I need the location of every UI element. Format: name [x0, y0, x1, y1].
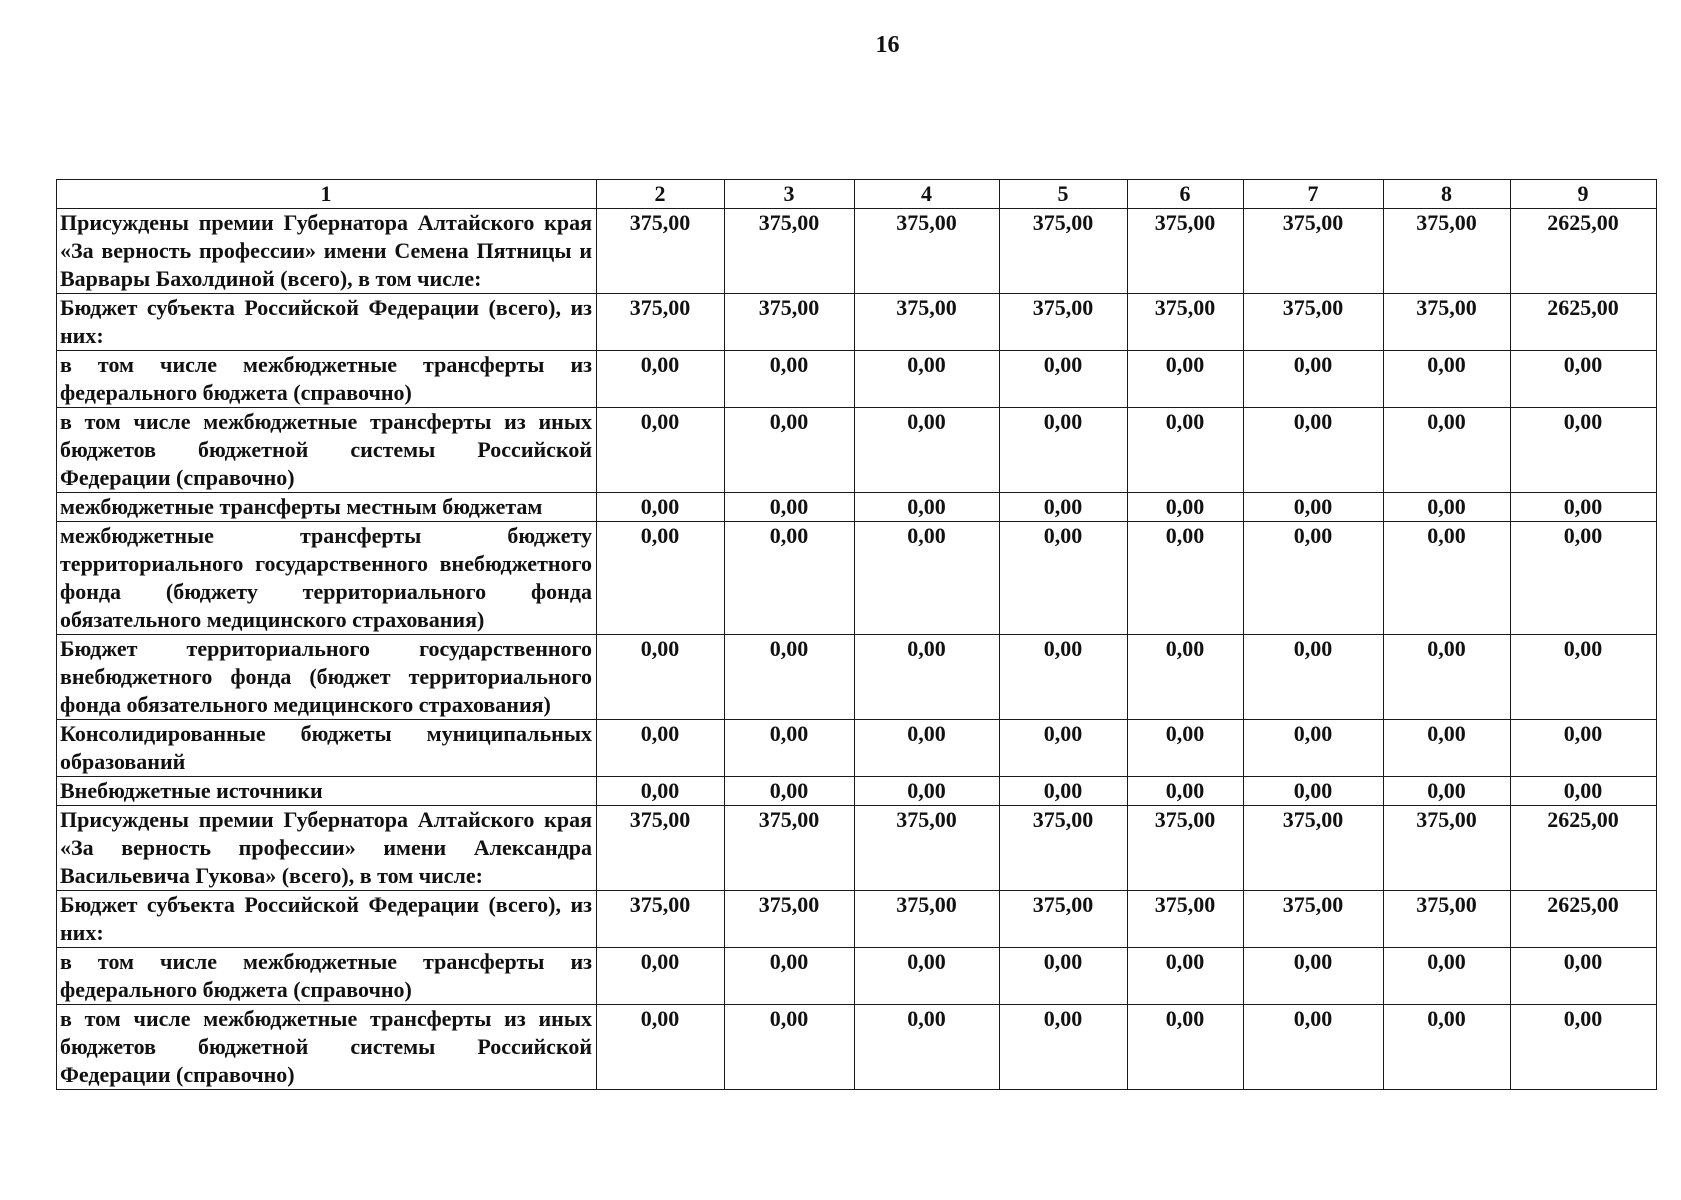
row-total-cell: 0,00	[1511, 1005, 1657, 1090]
row-label: Присуждены премии Губернатора Алтайского края «За верность профессии» имени Александра Васильевича Гукова» (всего), в том числе:	[57, 806, 597, 891]
value-cell: 0,00	[1384, 720, 1511, 777]
value-cell: 0,00	[855, 522, 1000, 635]
value-cell: 0,00	[1384, 1005, 1511, 1090]
column-header: 7	[1244, 180, 1384, 209]
value-cell: 0,00	[1000, 493, 1128, 522]
table-row	[57, 493, 1657, 522]
value-cell: 0,00	[597, 493, 725, 522]
column-header: 5	[1000, 180, 1128, 209]
value-cell: 0,00	[855, 948, 1000, 1005]
row-label: Присуждены премии Губернатора Алтайского края «За верность профессии» имени Семена Пятницы и Варвары Бахолдиной (всего), в том числе:	[57, 209, 597, 294]
value-cell: 0,00	[1128, 408, 1244, 493]
value-cell: 0,00	[725, 522, 855, 635]
row-total-cell: 2625,00	[1511, 891, 1657, 948]
value-cell: 375,00	[597, 294, 725, 351]
row-total-cell: 0,00	[1511, 948, 1657, 1005]
value-cell: 375,00	[1128, 891, 1244, 948]
value-cell: 0,00	[1384, 493, 1511, 522]
value-cell: 375,00	[855, 209, 1000, 294]
value-cell: 0,00	[1384, 777, 1511, 806]
value-cell: 375,00	[597, 209, 725, 294]
value-cell: 375,00	[1384, 891, 1511, 948]
value-cell: 0,00	[1244, 1005, 1384, 1090]
value-cell: 375,00	[1000, 294, 1128, 351]
value-cell: 0,00	[1000, 522, 1128, 635]
value-cell: 0,00	[1244, 777, 1384, 806]
value-cell: 375,00	[855, 294, 1000, 351]
table-row	[57, 720, 1657, 777]
table-row	[57, 351, 1657, 408]
value-cell: 375,00	[855, 891, 1000, 948]
value-cell: 375,00	[1384, 209, 1511, 294]
value-cell: 375,00	[1384, 294, 1511, 351]
value-cell: 0,00	[1128, 777, 1244, 806]
table-row	[57, 806, 1657, 891]
value-cell: 0,00	[1244, 948, 1384, 1005]
value-cell: 0,00	[597, 720, 725, 777]
value-cell: 0,00	[1128, 948, 1244, 1005]
row-label: Консолидированные бюджеты муниципальных образований	[57, 720, 597, 777]
value-cell: 0,00	[1244, 493, 1384, 522]
table-row	[57, 1005, 1657, 1090]
row-label: в том числе межбюджетные трансферты из иных бюджетов бюджетной системы Российской Федерации (справочно)	[57, 408, 597, 493]
row-total-cell: 0,00	[1511, 720, 1657, 777]
table-header-row	[57, 180, 1657, 209]
table-row	[57, 948, 1657, 1005]
value-cell: 0,00	[1384, 948, 1511, 1005]
value-cell: 375,00	[597, 891, 725, 948]
table-row	[57, 777, 1657, 806]
value-cell: 375,00	[1384, 806, 1511, 891]
value-cell: 375,00	[725, 806, 855, 891]
value-cell: 0,00	[1000, 408, 1128, 493]
value-cell: 0,00	[597, 948, 725, 1005]
value-cell: 0,00	[855, 493, 1000, 522]
value-cell: 0,00	[597, 1005, 725, 1090]
value-cell: 0,00	[725, 1005, 855, 1090]
row-label: Бюджет территориального государственного внебюджетного фонда (бюджет территориального фонда обязательного медицинского страхования)	[57, 635, 597, 720]
value-cell: 375,00	[1244, 294, 1384, 351]
value-cell: 375,00	[1128, 806, 1244, 891]
value-cell: 0,00	[725, 777, 855, 806]
column-header: 3	[725, 180, 855, 209]
value-cell: 375,00	[1000, 209, 1128, 294]
table-row	[57, 522, 1657, 635]
row-total-cell: 0,00	[1511, 351, 1657, 408]
value-cell: 0,00	[855, 351, 1000, 408]
row-total-cell: 0,00	[1511, 493, 1657, 522]
value-cell: 375,00	[725, 209, 855, 294]
page-number: 16	[875, 32, 900, 58]
value-cell: 0,00	[725, 948, 855, 1005]
value-cell: 375,00	[1244, 806, 1384, 891]
value-cell: 0,00	[1384, 522, 1511, 635]
value-cell: 0,00	[855, 408, 1000, 493]
value-cell: 0,00	[1000, 351, 1128, 408]
value-cell: 0,00	[1128, 635, 1244, 720]
value-cell: 375,00	[855, 806, 1000, 891]
value-cell: 0,00	[1128, 493, 1244, 522]
value-cell: 375,00	[1000, 891, 1128, 948]
value-cell: 0,00	[1128, 522, 1244, 635]
value-cell: 0,00	[855, 720, 1000, 777]
value-cell: 0,00	[597, 408, 725, 493]
column-header: 8	[1384, 180, 1511, 209]
column-header: 4	[855, 180, 1000, 209]
value-cell: 0,00	[725, 635, 855, 720]
value-cell: 375,00	[1244, 891, 1384, 948]
value-cell: 0,00	[1128, 351, 1244, 408]
value-cell: 0,00	[1244, 351, 1384, 408]
value-cell: 0,00	[1000, 635, 1128, 720]
table-row	[57, 408, 1657, 493]
value-cell: 0,00	[1384, 351, 1511, 408]
row-label: в том числе межбюджетные трансферты из федерального бюджета (справочно)	[57, 351, 597, 408]
row-total-cell: 0,00	[1511, 777, 1657, 806]
budget-table	[56, 179, 1657, 1090]
row-total-cell: 0,00	[1511, 522, 1657, 635]
value-cell: 375,00	[1128, 209, 1244, 294]
value-cell: 375,00	[1128, 294, 1244, 351]
row-label: межбюджетные трансферты бюджету территориального государственного внебюджетного фонда (бюджету территориального фонда обязательного медицинского страхования)	[57, 522, 597, 635]
row-total-cell: 2625,00	[1511, 294, 1657, 351]
value-cell: 0,00	[1000, 1005, 1128, 1090]
table-row	[57, 209, 1657, 294]
value-cell: 0,00	[855, 1005, 1000, 1090]
column-header: 9	[1511, 180, 1657, 209]
value-cell: 0,00	[1244, 408, 1384, 493]
row-label: межбюджетные трансферты местным бюджетам	[57, 493, 597, 522]
row-label: в том числе межбюджетные трансферты из федерального бюджета (справочно)	[57, 948, 597, 1005]
row-label: Бюджет субъекта Российской Федерации (всего), из них:	[57, 891, 597, 948]
column-header: 6	[1128, 180, 1244, 209]
value-cell: 0,00	[597, 351, 725, 408]
value-cell: 0,00	[597, 635, 725, 720]
column-header: 1	[57, 180, 597, 209]
value-cell: 0,00	[725, 351, 855, 408]
value-cell: 0,00	[725, 408, 855, 493]
value-cell: 0,00	[1000, 720, 1128, 777]
value-cell: 375,00	[1244, 209, 1384, 294]
column-header: 2	[597, 180, 725, 209]
value-cell: 0,00	[1384, 635, 1511, 720]
value-cell: 0,00	[1000, 948, 1128, 1005]
row-label: в том числе межбюджетные трансферты из иных бюджетов бюджетной системы Российской Федерации (справочно)	[57, 1005, 597, 1090]
value-cell: 0,00	[1128, 720, 1244, 777]
row-total-cell: 2625,00	[1511, 209, 1657, 294]
row-total-cell: 0,00	[1511, 408, 1657, 493]
value-cell: 0,00	[855, 777, 1000, 806]
table-row	[57, 891, 1657, 948]
table-body	[57, 209, 1657, 1090]
value-cell: 375,00	[1000, 806, 1128, 891]
table-row	[57, 294, 1657, 351]
row-total-cell: 2625,00	[1511, 806, 1657, 891]
value-cell: 0,00	[1244, 635, 1384, 720]
value-cell: 0,00	[855, 635, 1000, 720]
value-cell: 0,00	[725, 493, 855, 522]
value-cell: 375,00	[725, 294, 855, 351]
value-cell: 0,00	[1128, 1005, 1244, 1090]
table-row	[57, 635, 1657, 720]
value-cell: 375,00	[725, 891, 855, 948]
row-total-cell: 0,00	[1511, 635, 1657, 720]
row-label: Бюджет субъекта Российской Федерации (всего), из них:	[57, 294, 597, 351]
value-cell: 375,00	[597, 806, 725, 891]
value-cell: 0,00	[597, 777, 725, 806]
value-cell: 0,00	[725, 720, 855, 777]
value-cell: 0,00	[1384, 408, 1511, 493]
value-cell: 0,00	[1244, 522, 1384, 635]
value-cell: 0,00	[1244, 720, 1384, 777]
value-cell: 0,00	[597, 522, 725, 635]
row-label: Внебюджетные источники	[57, 777, 597, 806]
value-cell: 0,00	[1000, 777, 1128, 806]
